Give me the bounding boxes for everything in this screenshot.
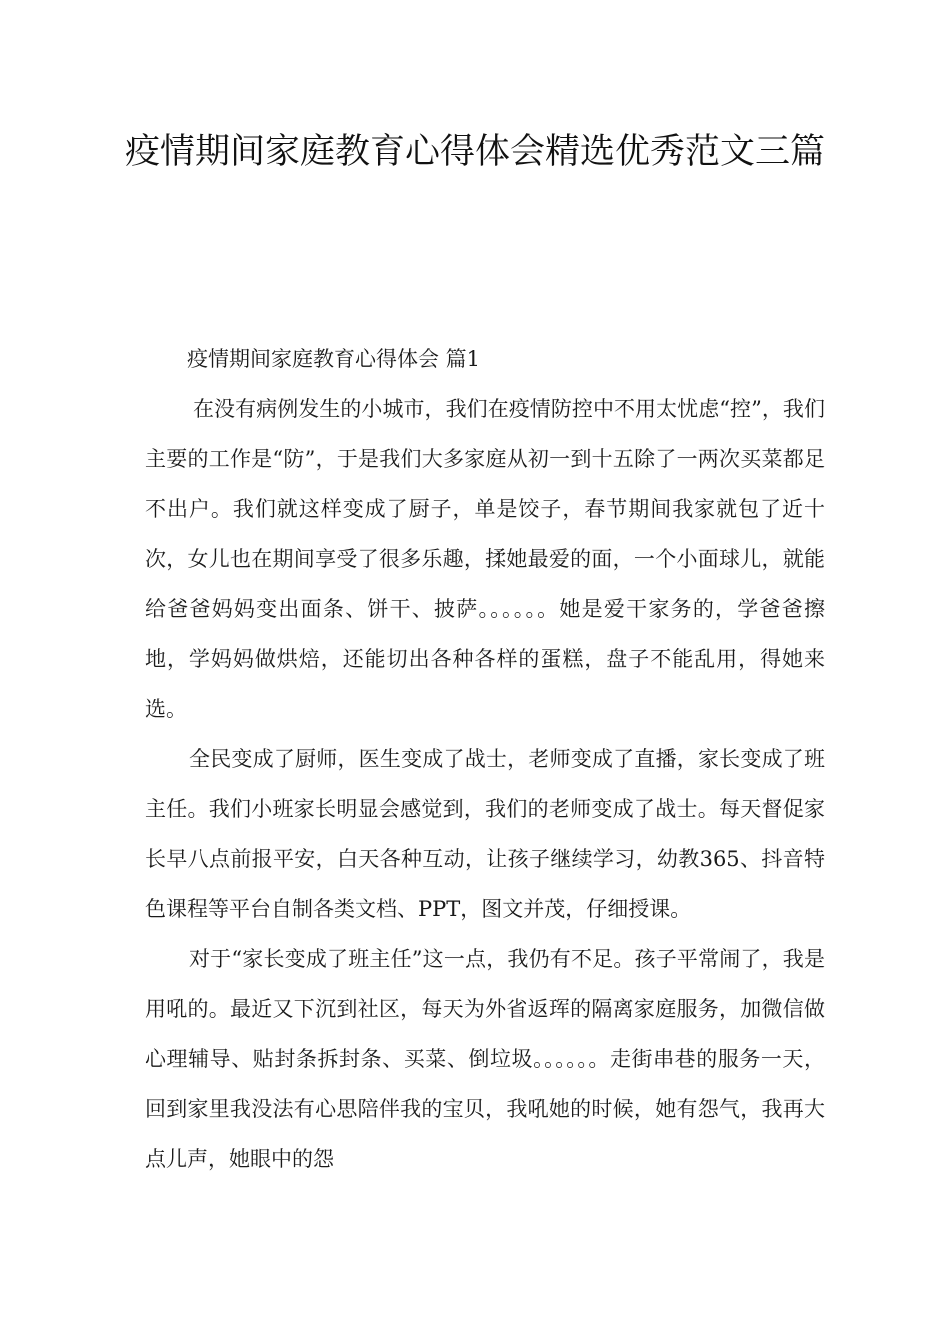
section-heading: 疫情期间家庭教育心得体会 篇1: [187, 347, 481, 371]
paragraph-1: 在没有病例发生的小城市，我们在疫情防控中不用太忧虑“控”，我们主要的工作是“防”，于是我们大多家庭从初一到十五除了一两次买菜都足不出户。我们就这样变成了厨子，单是饺子，春节期间我家就包了近十次，女儿也在期间享受了很多乐趣，揉她最爱的面，一个小面球儿，就能给爸爸妈妈变出面条、饼干、披萨。。。。。。她是爱干家务的，学爸爸擦地，学妈妈做烘焙，还能切出各种各样的蛋糕，盘子不能乱用，得她来选。: [145, 397, 825, 721]
document-title: 疫情期间家庭教育心得体会精选优秀范文三篇: [124, 132, 825, 172]
document-body: [145, 334, 825, 1184]
paragraph-3: 对于“家长变成了班主任”这一点，我仍有不足。孩子平常闹了，我是用吼的。最近又下沉到社区，每天为外省返珲的隔离家庭服务，加微信做心理辅导、贴封条拆封条、买菜、倒垃圾。。。。。。走街串巷的服务一天，回到家里我没法有心思陪伴我的宝贝，我吼她的时候，她有怨气，我再大点儿声，她眼中的怨: [145, 947, 825, 1171]
paragraph-2: 全民变成了厨师，医生变成了战士，老师变成了直播，家长变成了班主任。我们小班家长明显会感觉到，我们的老师变成了战士。每天督促家长早八点前报平安，白天各种互动，让孩子继续学习，幼教365、抖音特色课程等平台自制各类文档、PPT，图文并茂，仔细授课。: [145, 747, 825, 921]
